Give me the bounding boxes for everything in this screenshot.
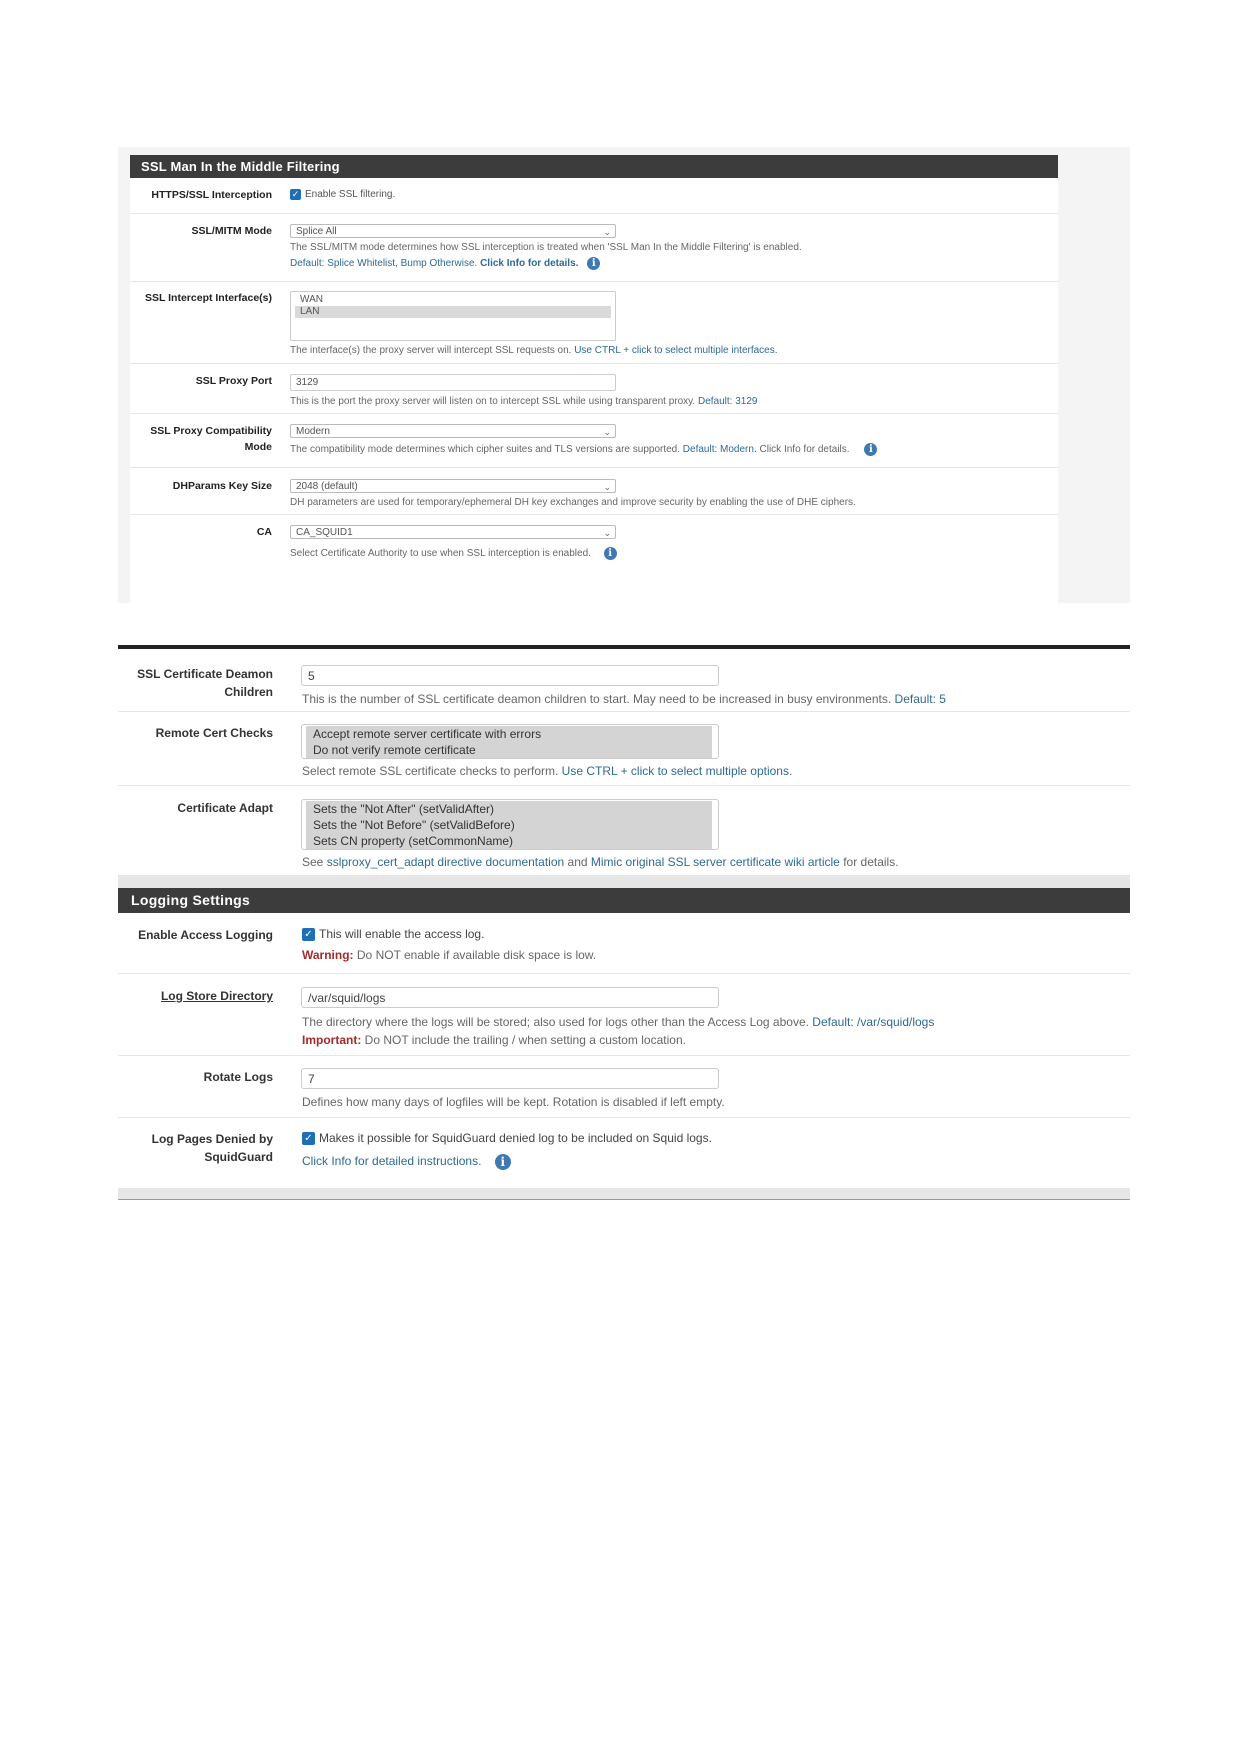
compat-mode-label: SSL Proxy Compatibility Mode xyxy=(150,425,272,453)
deamon-children-help: This is the number of SSL certificate deamon children to start. May need to be increased in busy environments. Default: 5 xyxy=(302,692,946,706)
ca-label: CA xyxy=(256,526,272,538)
log-dir-help: The directory where the logs will be stored; also used for logs other than the Access Log above. Default: /var/squid/logs xyxy=(302,1015,935,1029)
info-icon[interactable]: i xyxy=(587,257,600,270)
cert-adapt-option[interactable]: Sets the "Not Before" (setValidBefore) xyxy=(306,817,712,833)
ssl-mitm-screenshot xyxy=(118,147,1130,603)
remote-check-option[interactable]: Do not verify remote certificate xyxy=(306,742,712,758)
https-interception-checkbox[interactable]: ✓ Enable SSL filtering. xyxy=(291,188,396,200)
chevron-down-icon: ⌄ xyxy=(603,227,611,237)
deamon-children-row xyxy=(118,649,1130,711)
info-icon[interactable]: i xyxy=(495,1154,511,1170)
certificate-adapt-row xyxy=(118,785,1130,876)
mitm-mode-select[interactable]: Splice All ⌄ xyxy=(290,224,616,238)
certificate-adapt-help: See sslproxy_cert_adapt directive documentation and Mimic original SSL server certificate wiki article for details. xyxy=(302,855,899,869)
mitm-mode-info-link[interactable]: Click Info for details. xyxy=(480,258,579,270)
certificate-adapt-multiselect[interactable] xyxy=(301,799,719,850)
checkbox-checked-icon[interactable]: ✓ xyxy=(302,1132,315,1145)
access-logging-checkbox[interactable]: ✓ This will enable the access log. xyxy=(302,926,484,942)
intercept-interfaces-help: The interface(s) the proxy server will intercept SSL requests on. Use CTRL + click to select multiple interfaces. xyxy=(290,345,778,356)
rotate-logs-row xyxy=(118,1055,1130,1118)
access-logging-label: Enable Access Logging xyxy=(138,928,273,942)
proxy-port-input[interactable]: 3129 xyxy=(290,374,616,391)
compat-mode-row xyxy=(130,413,1058,468)
dhparams-label: DHParams Key Size xyxy=(172,480,272,492)
panel-title: SSL Man In the Middle Filtering xyxy=(130,155,1058,178)
mitm-mode-help: The SSL/MITM mode determines how SSL interception is treated when 'SSL Man In the Middle Filtering' is enabled. xyxy=(290,242,802,253)
info-icon[interactable]: i xyxy=(604,547,617,560)
bottom-gap xyxy=(118,1188,1130,1199)
log-dir-important: Important: Do NOT include the trailing / when setting a custom location. xyxy=(302,1033,686,1047)
cert-adapt-option[interactable]: Sets CN property (setCommonName) xyxy=(306,833,712,849)
ssl-mitm-panel xyxy=(130,155,1058,603)
dhparams-select[interactable]: 2048 (default) ⌄ xyxy=(290,479,616,493)
access-logging-warning: Warning: Do NOT enable if available disk space is low. xyxy=(302,948,597,962)
chevron-down-icon: ⌄ xyxy=(603,482,611,492)
rotate-logs-label: Rotate Logs xyxy=(203,1070,273,1084)
chevron-down-icon: ⌄ xyxy=(603,427,611,437)
proxy-port-row xyxy=(130,363,1058,414)
log-dir-row xyxy=(118,973,1130,1056)
interface-option-wan[interactable]: WAN xyxy=(300,294,323,305)
compat-mode-help: The compatibility mode determines which cipher suites and TLS versions are supported. Default: Modern. Click Info for details. i xyxy=(290,443,877,457)
remote-cert-checks-help: Select remote SSL certificate checks to perform. Use CTRL + click to select multiple options. xyxy=(302,764,793,778)
info-icon[interactable]: i xyxy=(864,443,877,456)
cert-adapt-doc-link[interactable]: sslproxy_cert_adapt directive documentation xyxy=(326,855,565,869)
cert-adapt-option[interactable]: Sets the "Not After" (setValidAfter) xyxy=(306,801,712,817)
https-interception-row xyxy=(130,178,1058,213)
log-dir-input[interactable]: /var/squid/logs xyxy=(301,987,719,1008)
deamon-children-input[interactable]: 5 xyxy=(301,665,719,686)
proxy-port-label: SSL Proxy Port xyxy=(195,375,272,387)
mitm-mode-label: SSL/MITM Mode xyxy=(191,225,272,237)
checkbox-checked-icon[interactable]: ✓ xyxy=(291,188,300,199)
chevron-down-icon: ⌄ xyxy=(603,528,611,538)
bottom-line xyxy=(118,1199,1130,1200)
intercept-interfaces-label: SSL Intercept Interface(s) xyxy=(144,292,272,304)
certificate-adapt-label: Certificate Adapt xyxy=(177,801,273,815)
cert-logging-screenshot xyxy=(118,645,1130,1207)
interface-option-lan[interactable]: LAN xyxy=(295,306,611,318)
access-logging-row xyxy=(118,913,1130,973)
dhparams-row xyxy=(130,467,1058,515)
ca-help: Select Certificate Authority to use when SSL interception is enabled. i xyxy=(290,547,617,561)
https-interception-label: HTTPS/SSL Interception xyxy=(151,189,272,201)
denied-pages-checkbox[interactable]: ✓ Makes it possible for SquidGuard denied log to be included on Squid logs. xyxy=(302,1130,712,1146)
remote-cert-checks-multiselect[interactable] xyxy=(301,724,719,759)
remote-cert-checks-label: Remote Cert Checks xyxy=(155,726,273,740)
rotate-logs-help: Defines how many days of logfiles will be kept. Rotation is disabled if left empty. xyxy=(302,1095,725,1109)
ca-select[interactable]: CA_SQUID1 ⌄ xyxy=(290,525,616,539)
ca-row xyxy=(130,514,1058,575)
denied-pages-label: Log Pages Denied by SquidGuard xyxy=(151,1132,273,1164)
denied-pages-help xyxy=(302,1153,511,1170)
intercept-interfaces-row xyxy=(130,281,1058,364)
denied-pages-row xyxy=(118,1117,1130,1189)
section-gap xyxy=(118,875,1130,888)
intercept-interfaces-multiselect[interactable] xyxy=(290,291,616,341)
mitm-mode-row xyxy=(130,213,1058,282)
log-dir-label[interactable]: Log Store Directory xyxy=(160,989,273,1003)
checkbox-checked-icon[interactable]: ✓ xyxy=(302,928,315,941)
rotate-logs-input[interactable]: 7 xyxy=(301,1068,719,1089)
remote-check-option[interactable]: Accept remote server certificate with errors xyxy=(306,726,712,742)
compat-mode-select[interactable]: Modern ⌄ xyxy=(290,424,616,438)
logging-settings-title: Logging Settings xyxy=(118,888,1130,913)
deamon-children-label: SSL Certificate Deamon Children xyxy=(137,667,273,699)
proxy-port-help: This is the port the proxy server will listen on to intercept SSL while using transparent proxy. Default: 3129 xyxy=(290,396,758,407)
mimic-wiki-link[interactable]: Mimic original SSL server certificate wiki article xyxy=(590,855,840,869)
denied-pages-info-link[interactable]: Click Info for detailed instructions. xyxy=(302,1154,482,1168)
mitm-mode-help-default: Default: Splice Whitelist, Bump Otherwise. Click Info for details. i xyxy=(290,257,600,271)
dhparams-help: DH parameters are used for temporary/ephemeral DH key exchanges and improve security by enabling the use of DHE ciphers. xyxy=(290,497,856,508)
remote-cert-checks-row xyxy=(118,711,1130,786)
